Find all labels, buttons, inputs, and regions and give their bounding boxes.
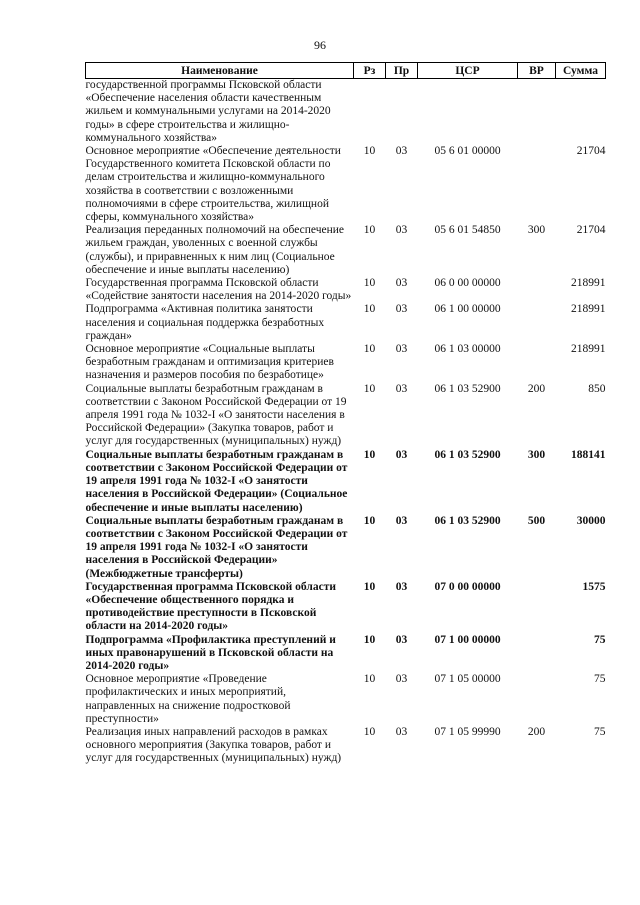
cell-csr: 06 0 00 00000 xyxy=(434,277,501,290)
cell-pr: 03 xyxy=(395,580,408,593)
cell-rz: 10 xyxy=(363,725,376,738)
table-header-row xyxy=(86,63,606,79)
cell-sum: 75 xyxy=(594,673,606,686)
table-body xyxy=(86,79,606,768)
cell-name: Подпрограмма «Профилактика преступлений и иных правонарушений в Псковской области на 2014-2020 годы» xyxy=(85,633,336,672)
table-row xyxy=(86,277,606,303)
cell-csr: 06 1 03 52900 xyxy=(434,382,501,395)
cell-rz: 10 xyxy=(363,382,376,395)
cell-rz: 10 xyxy=(363,514,376,527)
cell-pr: 03 xyxy=(395,514,408,527)
table-row xyxy=(86,343,606,383)
cell-name: Государственная программа Псковской области «Обеспечение общественного порядка и противодействие преступности в Псковской области на 2014-2020 годы» xyxy=(85,580,336,633)
cell-pr: 03 xyxy=(395,224,408,237)
cell-csr: 07 1 05 99990 xyxy=(434,725,501,738)
column-header-sum: Сумма xyxy=(556,63,606,79)
cell-sum: 21704 xyxy=(576,145,606,158)
cell-pr: 03 xyxy=(395,382,408,395)
cell-sum: 218991 xyxy=(571,277,606,290)
cell-name: Основное мероприятие «Социальные выплаты безработным гражданам и оптимизация критериев назначения и размеров пособия по безработице» xyxy=(85,343,334,382)
cell-sum: 30000 xyxy=(576,514,606,527)
cell-sum: 218991 xyxy=(571,343,606,356)
cell-csr: 06 1 03 52900 xyxy=(434,448,501,461)
cell-csr: 07 1 05 00000 xyxy=(434,673,501,686)
cell-sum: 75 xyxy=(594,633,606,646)
cell-pr: 03 xyxy=(395,673,408,686)
cell-rz: 10 xyxy=(363,580,376,593)
cell-pr: 03 xyxy=(395,145,408,158)
cell-rz xyxy=(354,79,386,146)
budget-table xyxy=(85,62,606,768)
cell-sum xyxy=(556,79,606,146)
cell-name: Реализация иных направлений расходов в рамках основного мероприятия (Закупка товаров, работ и услуг для государственных (муниципальных) нужд) xyxy=(85,725,342,765)
cell-csr: 07 0 00 00000 xyxy=(434,580,501,593)
cell-pr: 03 xyxy=(395,448,408,461)
cell-pr: 03 xyxy=(395,633,408,646)
cell-pr: 03 xyxy=(395,725,408,738)
page-number: 96 xyxy=(314,38,326,52)
cell-sum: 21704 xyxy=(576,224,606,237)
cell-name: Основное мероприятие «Обеспечение деятельности Государственного комитета Псковской области по делам строительства и жилищно-коммунального хозяйства в соответствии с возложенными полномочиями в сфере строительства, жилищной сферы, коммунального хозяйства» xyxy=(85,145,341,224)
cell-sum: 75 xyxy=(594,725,606,738)
cell-sum: 850 xyxy=(588,382,606,395)
cell-csr: 07 1 00 00000 xyxy=(434,633,501,646)
table-row xyxy=(86,581,606,634)
cell-vr: 300 xyxy=(527,224,546,237)
cell-vr: 200 xyxy=(527,725,546,738)
table-row xyxy=(86,224,606,277)
table-row xyxy=(86,145,606,224)
table-row xyxy=(86,383,606,449)
cell-vr xyxy=(518,303,556,343)
cell-pr xyxy=(386,79,418,146)
cell-vr: 500 xyxy=(527,514,546,527)
cell-sum: 188141 xyxy=(571,448,606,461)
cell-name: Подпрограмма «Активная политика занятости населения и социальная поддержка безработных граждан» xyxy=(85,303,325,342)
cell-name: Реализация переданных полномочий на обеспечение жильем граждан, уволенных с военной службы (службы), и приравненных к ним лиц (Социальное обеспечение и иные выплаты населению) xyxy=(85,224,345,276)
table-row xyxy=(86,303,606,343)
column-header-rz: Рз xyxy=(354,63,386,79)
cell-vr xyxy=(518,79,556,146)
cell-csr: 06 1 03 00000 xyxy=(434,343,501,356)
cell-csr: 06 1 03 52900 xyxy=(434,514,501,527)
cell-name: Социальные выплаты безработным гражданам в соответствии с Законом Российской Федерации от 19 апреля 1991 года № 1032-I «О занятости населения в Российской Федерации» (Социальное обеспечение и иные выплаты населению) xyxy=(85,448,348,514)
cell-pr: 03 xyxy=(395,277,408,290)
table-row xyxy=(86,726,606,768)
cell-vr xyxy=(518,634,556,674)
cell-vr xyxy=(518,673,556,726)
cell-rz: 10 xyxy=(363,303,376,316)
table-row xyxy=(86,515,606,581)
cell-vr: 200 xyxy=(527,382,546,395)
cell-rz: 10 xyxy=(363,343,376,356)
cell-rz: 10 xyxy=(363,277,376,290)
cell-name: Социальные выплаты безработным гражданам в соответствии с Законом Российской Федерации от 19 апреля 1991 года № 1032-I «О занятости населения в Российской Федерации» (Закупка товаров, работ и услуг для государственных (муниципальных) нужд) xyxy=(85,382,347,448)
cell-vr: 300 xyxy=(527,448,546,461)
column-header-pr: Пр xyxy=(386,63,418,79)
cell-csr xyxy=(418,79,518,146)
cell-vr xyxy=(518,581,556,634)
cell-vr xyxy=(518,343,556,383)
cell-name: Государственная программа Псковской области «Содействие занятости населения на 2014-2020 годы» xyxy=(85,277,352,303)
cell-sum: 218991 xyxy=(571,303,606,316)
cell-pr: 03 xyxy=(395,303,408,316)
cell-rz: 10 xyxy=(363,145,376,158)
cell-csr: 05 6 01 54850 xyxy=(434,224,501,237)
cell-name: государственной программы Псковской области «Обеспечение населения области качественным жильем и коммунальными услугами на 2014-2020 годы» в сфере строительства и жилищно-коммунального хозяйства» xyxy=(85,79,331,144)
table-row xyxy=(86,449,606,515)
cell-vr xyxy=(518,277,556,303)
cell-rz: 10 xyxy=(363,448,376,461)
column-header-vr: ВР xyxy=(518,63,556,79)
cell-name: Основное мероприятие «Проведение профилактических и иных мероприятий, направленных на снижение подростковой преступности» xyxy=(85,673,291,725)
cell-rz: 10 xyxy=(363,673,376,686)
cell-sum: 1575 xyxy=(582,580,606,593)
table-row xyxy=(86,673,606,726)
column-header-csr: ЦСР xyxy=(418,63,518,79)
cell-pr: 03 xyxy=(395,343,408,356)
cell-rz: 10 xyxy=(363,633,376,646)
cell-name: Социальные выплаты безработным гражданам в соответствии с Законом Российской Федерации от 19 апреля 1991 года № 1032-I «О занятости населения в Российской Федерации» (Межбюджетные трансферты) xyxy=(85,514,348,580)
cell-vr xyxy=(518,145,556,224)
cell-csr: 05 6 01 00000 xyxy=(434,145,501,158)
column-header-name: Наименование xyxy=(86,63,354,79)
table-row xyxy=(86,634,606,674)
table-row xyxy=(86,79,606,146)
cell-rz: 10 xyxy=(363,224,376,237)
cell-csr: 06 1 00 00000 xyxy=(434,303,501,316)
